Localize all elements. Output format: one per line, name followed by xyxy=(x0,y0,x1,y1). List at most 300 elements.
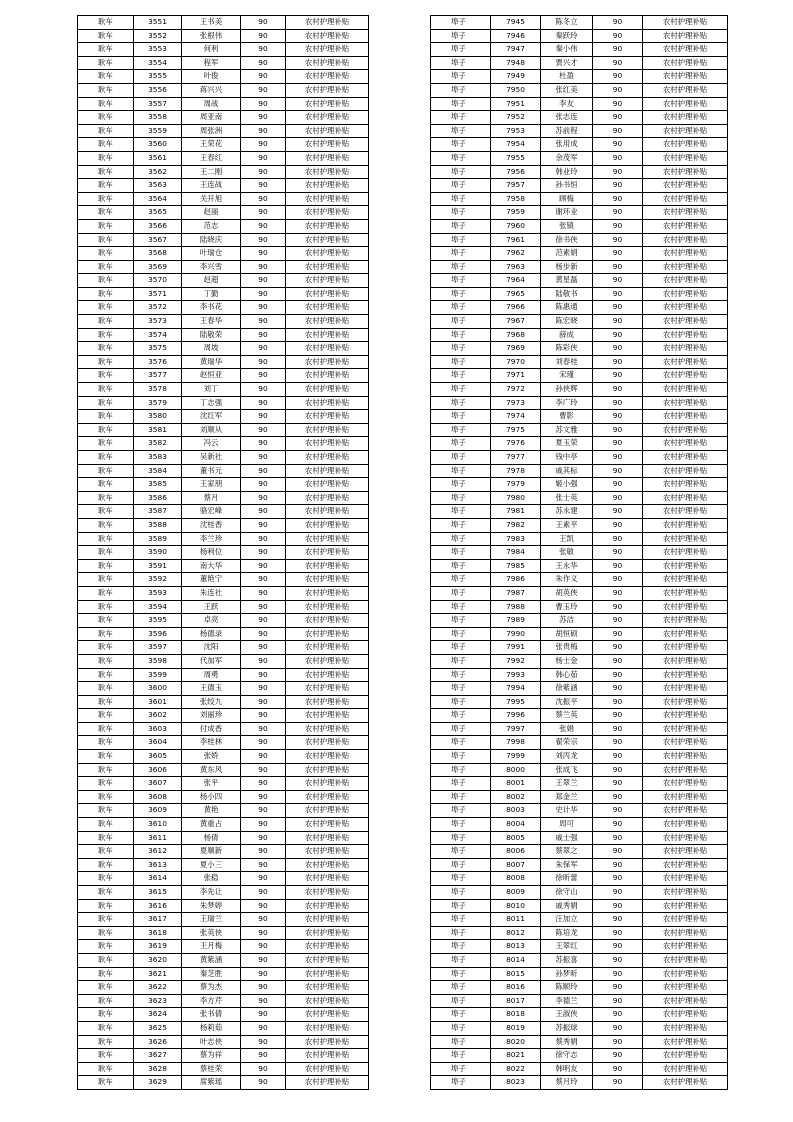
table-row xyxy=(78,763,369,777)
category-cell: 农村护理补贴 xyxy=(286,233,369,247)
amount-cell: 90 xyxy=(593,111,643,125)
amount-cell: 90 xyxy=(241,315,286,329)
name-cell: 王凯 xyxy=(541,532,593,546)
town-cell: 埠子 xyxy=(431,151,491,165)
number-cell: 3603 xyxy=(134,722,182,736)
town-cell: 耿车 xyxy=(78,151,134,165)
name-cell: 张绞九 xyxy=(182,695,241,709)
category-cell: 农村护理补贴 xyxy=(643,97,728,111)
town-cell: 耿车 xyxy=(78,43,134,57)
amount-cell: 90 xyxy=(241,342,286,356)
number-cell: 3580 xyxy=(134,410,182,424)
name-cell: 姬小强 xyxy=(541,478,593,492)
number-cell: 3616 xyxy=(134,899,182,913)
number-cell: 8020 xyxy=(491,1035,541,1049)
number-cell: 3555 xyxy=(134,70,182,84)
number-cell: 3601 xyxy=(134,695,182,709)
amount-cell: 90 xyxy=(593,1049,643,1063)
amount-cell: 90 xyxy=(241,777,286,791)
table-row xyxy=(431,940,728,954)
category-cell: 农村护理补贴 xyxy=(643,29,728,43)
number-cell: 3585 xyxy=(134,478,182,492)
name-cell: 陈顺玲 xyxy=(541,981,593,995)
table-row xyxy=(78,179,369,193)
name-cell: 卓亮 xyxy=(182,614,241,628)
category-cell: 农村护理补贴 xyxy=(286,179,369,193)
table-row xyxy=(78,43,369,57)
table-row xyxy=(78,804,369,818)
amount-cell: 90 xyxy=(241,586,286,600)
category-cell: 农村护理补贴 xyxy=(286,396,369,410)
number-cell: 3578 xyxy=(134,383,182,397)
category-cell: 农村护理补贴 xyxy=(286,627,369,641)
name-cell: 王翠红 xyxy=(541,940,593,954)
category-cell: 农村护理补贴 xyxy=(286,369,369,383)
category-cell: 农村护理补贴 xyxy=(286,437,369,451)
name-cell: 张敏 xyxy=(541,546,593,560)
amount-cell: 90 xyxy=(241,790,286,804)
number-cell: 7955 xyxy=(491,151,541,165)
town-cell: 埠子 xyxy=(431,913,491,927)
number-cell: 3607 xyxy=(134,777,182,791)
table-row xyxy=(431,287,728,301)
amount-cell: 90 xyxy=(241,926,286,940)
name-cell: 王月梅 xyxy=(182,940,241,954)
amount-cell: 90 xyxy=(241,274,286,288)
town-cell: 耿车 xyxy=(78,464,134,478)
category-cell: 农村护理补贴 xyxy=(286,695,369,709)
number-cell: 3613 xyxy=(134,858,182,872)
amount-cell: 90 xyxy=(241,722,286,736)
amount-cell: 90 xyxy=(241,328,286,342)
amount-cell: 90 xyxy=(593,722,643,736)
number-cell: 3588 xyxy=(134,518,182,532)
amount-cell: 90 xyxy=(593,451,643,465)
category-cell: 农村护理补贴 xyxy=(643,274,728,288)
number-cell: 3593 xyxy=(134,586,182,600)
number-cell: 7996 xyxy=(491,709,541,723)
name-cell: 何利 xyxy=(182,43,241,57)
town-cell: 埠子 xyxy=(431,464,491,478)
name-cell: 苏振球 xyxy=(541,1021,593,1035)
number-cell: 7988 xyxy=(491,600,541,614)
number-cell: 7952 xyxy=(491,111,541,125)
town-cell: 埠子 xyxy=(431,437,491,451)
category-cell: 农村护理补贴 xyxy=(286,872,369,886)
name-cell: 叶志侠 xyxy=(182,1035,241,1049)
number-cell: 3573 xyxy=(134,315,182,329)
number-cell: 3559 xyxy=(134,124,182,138)
name-cell: 王书美 xyxy=(182,16,241,30)
category-cell: 农村护理补贴 xyxy=(286,206,369,220)
amount-cell: 90 xyxy=(593,546,643,560)
table-row xyxy=(431,926,728,940)
town-cell: 埠子 xyxy=(431,328,491,342)
town-cell: 埠子 xyxy=(431,641,491,655)
table-row xyxy=(78,899,369,913)
category-cell: 农村护理补贴 xyxy=(286,247,369,261)
amount-cell: 90 xyxy=(593,491,643,505)
town-cell: 埠子 xyxy=(431,451,491,465)
name-cell: 周勇 xyxy=(182,668,241,682)
amount-cell: 90 xyxy=(241,899,286,913)
table-row xyxy=(431,573,728,587)
town-cell: 埠子 xyxy=(431,518,491,532)
amount-cell: 90 xyxy=(241,573,286,587)
town-cell: 埠子 xyxy=(431,396,491,410)
name-cell: 李兴雪 xyxy=(182,260,241,274)
number-cell: 3577 xyxy=(134,369,182,383)
name-cell: 周亚南 xyxy=(182,111,241,125)
category-cell: 农村护理补贴 xyxy=(286,586,369,600)
town-cell: 埠子 xyxy=(431,682,491,696)
number-cell: 3572 xyxy=(134,301,182,315)
number-cell: 3583 xyxy=(134,451,182,465)
name-cell: 李书花 xyxy=(182,301,241,315)
name-cell: 黄重占 xyxy=(182,818,241,832)
name-cell: 丁勤 xyxy=(182,287,241,301)
amount-cell: 90 xyxy=(241,83,286,97)
town-cell: 埠子 xyxy=(431,165,491,179)
table-row xyxy=(78,423,369,437)
number-cell: 3611 xyxy=(134,831,182,845)
category-cell: 农村护理补贴 xyxy=(643,410,728,424)
number-cell: 7979 xyxy=(491,478,541,492)
amount-cell: 90 xyxy=(593,138,643,152)
category-cell: 农村护理补贴 xyxy=(643,124,728,138)
number-cell: 7958 xyxy=(491,192,541,206)
category-cell: 农村护理补贴 xyxy=(643,355,728,369)
table-row xyxy=(78,532,369,546)
amount-cell: 90 xyxy=(241,383,286,397)
category-cell: 农村护理补贴 xyxy=(286,274,369,288)
table-row xyxy=(78,600,369,614)
name-cell: 南大华 xyxy=(182,559,241,573)
category-cell: 农村护理补贴 xyxy=(286,383,369,397)
category-cell: 农村护理补贴 xyxy=(286,219,369,233)
category-cell: 农村护理补贴 xyxy=(286,287,369,301)
number-cell: 8011 xyxy=(491,913,541,927)
table-row xyxy=(431,695,728,709)
town-cell: 耿车 xyxy=(78,206,134,220)
town-cell: 埠子 xyxy=(431,831,491,845)
amount-cell: 90 xyxy=(241,355,286,369)
table-row xyxy=(78,573,369,587)
category-cell: 农村护理补贴 xyxy=(286,192,369,206)
name-cell: 宋瑾 xyxy=(541,369,593,383)
number-cell: 7962 xyxy=(491,247,541,261)
category-cell: 农村护理补贴 xyxy=(643,627,728,641)
table-row xyxy=(431,1021,728,1035)
number-cell: 3560 xyxy=(134,138,182,152)
name-cell: 张平 xyxy=(182,777,241,791)
town-cell: 耿车 xyxy=(78,886,134,900)
number-cell: 3565 xyxy=(134,206,182,220)
number-cell: 7981 xyxy=(491,505,541,519)
town-cell: 耿车 xyxy=(78,913,134,927)
category-cell: 农村护理补贴 xyxy=(643,111,728,125)
amount-cell: 90 xyxy=(593,994,643,1008)
name-cell: 顾梅 xyxy=(541,192,593,206)
right-table xyxy=(430,15,728,1090)
table-row xyxy=(78,736,369,750)
number-cell: 3626 xyxy=(134,1035,182,1049)
category-cell: 农村护理补贴 xyxy=(643,328,728,342)
town-cell: 埠子 xyxy=(431,1035,491,1049)
amount-cell: 90 xyxy=(593,43,643,57)
name-cell: 徐书侠 xyxy=(541,233,593,247)
town-cell: 埠子 xyxy=(431,614,491,628)
category-cell: 农村护理补贴 xyxy=(286,981,369,995)
category-cell: 农村护理补贴 xyxy=(643,953,728,967)
name-cell: 张英侠 xyxy=(182,926,241,940)
number-cell: 3620 xyxy=(134,953,182,967)
name-cell: 戚士强 xyxy=(541,831,593,845)
amount-cell: 90 xyxy=(241,491,286,505)
category-cell: 农村护理补贴 xyxy=(643,790,728,804)
table-row xyxy=(431,722,728,736)
name-cell: 王永华 xyxy=(541,559,593,573)
table-row xyxy=(431,56,728,70)
name-cell: 陈宏晓 xyxy=(541,315,593,329)
category-cell: 农村护理补贴 xyxy=(643,586,728,600)
table-row xyxy=(431,818,728,832)
category-cell: 农村护理补贴 xyxy=(643,926,728,940)
amount-cell: 90 xyxy=(241,886,286,900)
category-cell: 农村护理补贴 xyxy=(286,70,369,84)
amount-cell: 90 xyxy=(241,804,286,818)
category-cell: 农村护理补贴 xyxy=(286,763,369,777)
name-cell: 张娟 xyxy=(541,722,593,736)
town-cell: 埠子 xyxy=(431,559,491,573)
name-cell: 李方芹 xyxy=(182,994,241,1008)
category-cell: 农村护理补贴 xyxy=(286,342,369,356)
table-row xyxy=(78,124,369,138)
amount-cell: 90 xyxy=(593,396,643,410)
town-cell: 耿车 xyxy=(78,818,134,832)
table-row xyxy=(78,614,369,628)
name-cell: 冯云 xyxy=(182,437,241,451)
town-cell: 耿车 xyxy=(78,682,134,696)
table-row xyxy=(78,886,369,900)
amount-cell: 90 xyxy=(593,410,643,424)
number-cell: 3609 xyxy=(134,804,182,818)
table-row xyxy=(431,16,728,30)
table-row xyxy=(431,315,728,329)
number-cell: 8012 xyxy=(491,926,541,940)
town-cell: 耿车 xyxy=(78,29,134,43)
category-cell: 农村护理补贴 xyxy=(286,464,369,478)
table-row xyxy=(431,369,728,383)
town-cell: 埠子 xyxy=(431,83,491,97)
amount-cell: 90 xyxy=(593,682,643,696)
amount-cell: 90 xyxy=(593,913,643,927)
number-cell: 3586 xyxy=(134,491,182,505)
table-row xyxy=(431,1008,728,1022)
town-cell: 埠子 xyxy=(431,709,491,723)
table-row xyxy=(431,586,728,600)
amount-cell: 90 xyxy=(593,940,643,954)
town-cell: 耿车 xyxy=(78,573,134,587)
table-row xyxy=(78,967,369,981)
table-row xyxy=(78,641,369,655)
amount-cell: 90 xyxy=(241,668,286,682)
number-cell: 3623 xyxy=(134,994,182,1008)
category-cell: 农村护理补贴 xyxy=(286,845,369,859)
number-cell: 3596 xyxy=(134,627,182,641)
category-cell: 农村护理补贴 xyxy=(643,396,728,410)
amount-cell: 90 xyxy=(241,559,286,573)
name-cell: 李德兰 xyxy=(541,994,593,1008)
number-cell: 8010 xyxy=(491,899,541,913)
number-cell: 3602 xyxy=(134,709,182,723)
town-cell: 耿车 xyxy=(78,1062,134,1076)
town-cell: 埠子 xyxy=(431,138,491,152)
amount-cell: 90 xyxy=(593,858,643,872)
table-row xyxy=(431,532,728,546)
name-cell: 范志 xyxy=(182,219,241,233)
number-cell: 8001 xyxy=(491,777,541,791)
category-cell: 农村护理补贴 xyxy=(643,736,728,750)
amount-cell: 90 xyxy=(593,83,643,97)
category-cell: 农村护理补贴 xyxy=(643,994,728,1008)
town-cell: 埠子 xyxy=(431,179,491,193)
town-cell: 埠子 xyxy=(431,763,491,777)
number-cell: 3557 xyxy=(134,97,182,111)
amount-cell: 90 xyxy=(593,641,643,655)
amount-cell: 90 xyxy=(593,886,643,900)
name-cell: 王家朋 xyxy=(182,478,241,492)
town-cell: 埠子 xyxy=(431,940,491,954)
table-row xyxy=(431,981,728,995)
town-cell: 埠子 xyxy=(431,845,491,859)
name-cell: 夏小三 xyxy=(182,858,241,872)
name-cell: 张成飞 xyxy=(541,763,593,777)
amount-cell: 90 xyxy=(241,478,286,492)
town-cell: 埠子 xyxy=(431,654,491,668)
town-cell: 埠子 xyxy=(431,668,491,682)
town-cell: 耿车 xyxy=(78,750,134,764)
town-cell: 耿车 xyxy=(78,736,134,750)
town-cell: 埠子 xyxy=(431,383,491,397)
number-cell: 7974 xyxy=(491,410,541,424)
category-cell: 农村护理补贴 xyxy=(286,1049,369,1063)
name-cell: 陆敬书 xyxy=(541,287,593,301)
name-cell: 秦小伟 xyxy=(541,43,593,57)
table-row xyxy=(78,994,369,1008)
number-cell: 7973 xyxy=(491,396,541,410)
category-cell: 农村护理补贴 xyxy=(286,994,369,1008)
category-cell: 农村护理补贴 xyxy=(286,682,369,696)
table-row xyxy=(431,247,728,261)
number-cell: 7992 xyxy=(491,654,541,668)
town-cell: 耿车 xyxy=(78,845,134,859)
category-cell: 农村护理补贴 xyxy=(643,913,728,927)
table-row xyxy=(431,1035,728,1049)
category-cell: 农村护理补贴 xyxy=(643,940,728,954)
town-cell: 耿车 xyxy=(78,369,134,383)
amount-cell: 90 xyxy=(593,56,643,70)
amount-cell: 90 xyxy=(241,192,286,206)
amount-cell: 90 xyxy=(241,858,286,872)
number-cell: 3629 xyxy=(134,1076,182,1090)
category-cell: 农村护理补贴 xyxy=(286,423,369,437)
town-cell: 埠子 xyxy=(431,287,491,301)
amount-cell: 90 xyxy=(593,437,643,451)
category-cell: 农村护理补贴 xyxy=(286,518,369,532)
category-cell: 农村护理补贴 xyxy=(286,790,369,804)
name-cell: 付成香 xyxy=(182,722,241,736)
number-cell: 3612 xyxy=(134,845,182,859)
number-cell: 7964 xyxy=(491,274,541,288)
category-cell: 农村护理补贴 xyxy=(286,97,369,111)
number-cell: 7984 xyxy=(491,546,541,560)
number-cell: 7954 xyxy=(491,138,541,152)
category-cell: 农村护理补贴 xyxy=(643,43,728,57)
category-cell: 农村护理补贴 xyxy=(643,437,728,451)
amount-cell: 90 xyxy=(241,396,286,410)
town-cell: 耿车 xyxy=(78,1049,134,1063)
amount-cell: 90 xyxy=(593,818,643,832)
amount-cell: 90 xyxy=(241,1076,286,1090)
table-row xyxy=(78,559,369,573)
category-cell: 农村护理补贴 xyxy=(286,16,369,30)
table-row xyxy=(78,138,369,152)
number-cell: 8023 xyxy=(491,1076,541,1090)
amount-cell: 90 xyxy=(593,464,643,478)
name-cell: 叶俊 xyxy=(182,70,241,84)
table-row xyxy=(431,600,728,614)
town-cell: 埠子 xyxy=(431,872,491,886)
category-cell: 农村护理补贴 xyxy=(643,233,728,247)
number-cell: 3576 xyxy=(134,355,182,369)
table-row xyxy=(78,1062,369,1076)
table-row xyxy=(78,206,369,220)
name-cell: 蔡为祥 xyxy=(182,1049,241,1063)
name-cell: 张红美 xyxy=(541,83,593,97)
amount-cell: 90 xyxy=(593,29,643,43)
town-cell: 埠子 xyxy=(431,70,491,84)
amount-cell: 90 xyxy=(241,1049,286,1063)
category-cell: 农村护理补贴 xyxy=(643,138,728,152)
amount-cell: 90 xyxy=(593,736,643,750)
town-cell: 埠子 xyxy=(431,423,491,437)
amount-cell: 90 xyxy=(241,532,286,546)
table-row xyxy=(431,967,728,981)
number-cell: 7969 xyxy=(491,342,541,356)
town-cell: 耿车 xyxy=(78,437,134,451)
category-cell: 农村护理补贴 xyxy=(643,967,728,981)
table-row xyxy=(78,383,369,397)
table-row xyxy=(431,546,728,560)
category-cell: 农村护理补贴 xyxy=(643,192,728,206)
amount-cell: 90 xyxy=(241,953,286,967)
number-cell: 8002 xyxy=(491,790,541,804)
town-cell: 埠子 xyxy=(431,1008,491,1022)
name-cell: 范素娟 xyxy=(541,247,593,261)
category-cell: 农村护理补贴 xyxy=(643,777,728,791)
table-row xyxy=(78,831,369,845)
category-cell: 农村护理补贴 xyxy=(286,1076,369,1090)
town-cell: 耿车 xyxy=(78,1008,134,1022)
number-cell: 7965 xyxy=(491,287,541,301)
category-cell: 农村护理补贴 xyxy=(286,886,369,900)
category-cell: 农村护理补贴 xyxy=(643,83,728,97)
name-cell: 陆晓庆 xyxy=(182,233,241,247)
number-cell: 7976 xyxy=(491,437,541,451)
town-cell: 耿车 xyxy=(78,70,134,84)
table-row xyxy=(78,29,369,43)
